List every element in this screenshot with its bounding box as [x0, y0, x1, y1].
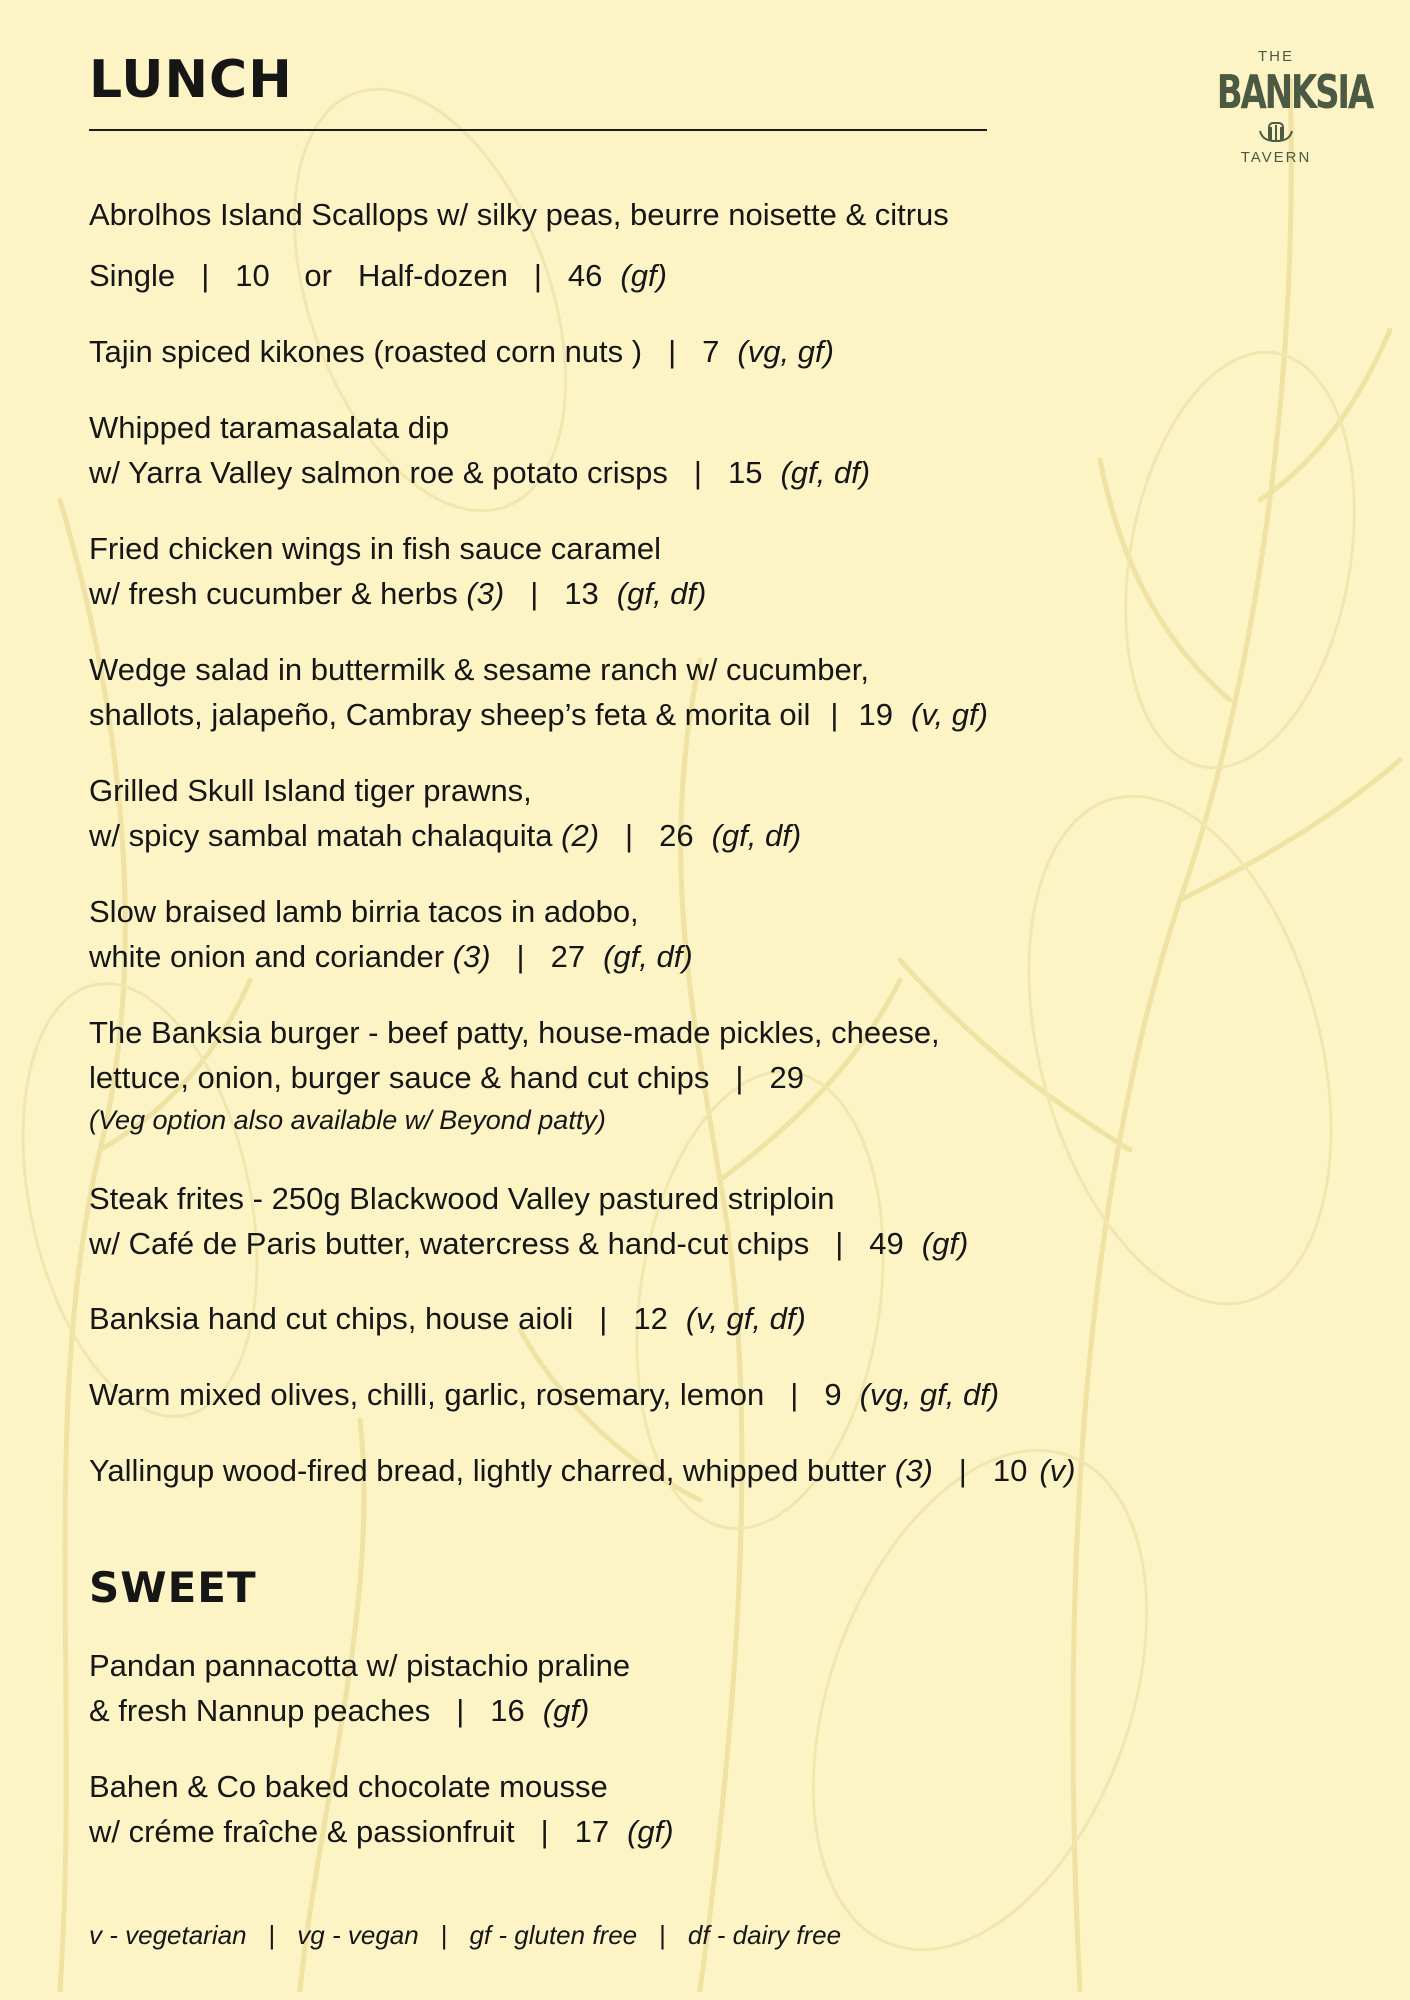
item-name: The Banksia burger - beef patty, house-made pickles, cheese, — [89, 1015, 940, 1050]
item-name: Tajin spiced kikones (roasted corn nuts ) — [89, 334, 643, 369]
legend-vegetarian: v - vegetarian — [89, 1920, 247, 1950]
banksia-tavern-logo — [1196, 48, 1372, 166]
legend-dairy-free: df - dairy free — [687, 1920, 842, 1950]
menu-item-kikones: Tajin spiced kikones (roasted corn nuts ) | 7 (vg, gf) — [89, 334, 834, 369]
item-note: (Veg option also available w/ Beyond patty) — [89, 1105, 606, 1135]
item-price: 13 — [564, 576, 599, 611]
item-name: Pandan pannacotta w/ pistachio praline — [89, 1648, 631, 1683]
menu-item-scallops: Abrolhos Island Scallops w/ silky peas, beurre noisette & citrus Single | 10 or Half-dozen | 46 (gf) — [89, 192, 949, 298]
item-price: 15 — [727, 455, 763, 490]
title-divider — [89, 129, 987, 131]
dietary-tag: (gf) — [542, 1693, 590, 1728]
single-label: Single — [89, 258, 176, 293]
item-description: & fresh Nannup peaches — [89, 1693, 431, 1728]
item-name: Warm mixed olives, chilli, garlic, rosemary, lemon — [89, 1377, 765, 1412]
dietary-tag: (vg, gf, df) — [859, 1377, 1000, 1412]
sweet-title: SWEET — [89, 1563, 257, 1612]
item-price: 29 — [769, 1060, 804, 1095]
half-dozen-price: 46 — [567, 258, 603, 293]
item-price: 16 — [490, 1693, 525, 1728]
logo-the: THE — [1258, 48, 1294, 65]
item-price: 10 — [992, 1453, 1028, 1488]
dietary-tag: (v, gf) — [910, 697, 988, 732]
item-description: lettuce, onion, burger sauce & hand cut chips — [89, 1060, 710, 1095]
item-name: Yallingup wood-fired bread, lightly charred, whipped butter — [89, 1453, 887, 1488]
item-quantity: (3) — [466, 576, 505, 611]
menu-item-wood-fired-bread: Yallingup wood-fired bread, lightly charred, whipped butter (3) | 10 (v) — [89, 1453, 1076, 1488]
menu-item-wedge-salad: Wedge salad in buttermilk & sesame ranch w/ cucumber, shallots, jalapeño, Cambray sheep’s feta & morita oil | 19 (v, gf) — [89, 647, 988, 737]
item-name: Bahen & Co baked chocolate mousse — [89, 1769, 608, 1804]
half-dozen-label: Half-dozen — [357, 258, 508, 293]
menu-item-chicken-wings: Fried chicken wings in fish sauce caramel w/ fresh cucumber & herbs (3) | 13 (gf, df) — [89, 526, 706, 616]
dietary-tag: (gf, df) — [780, 455, 871, 490]
item-description: shallots, jalapeño, Cambray sheep’s feta & morita oil — [89, 697, 811, 732]
legend-gluten-free: gf - gluten free — [469, 1920, 638, 1950]
item-price: 49 — [869, 1226, 904, 1261]
item-description: w/ fresh cucumber & herbs — [89, 576, 458, 611]
item-price: 19 — [858, 697, 893, 732]
item-price: 17 — [574, 1814, 610, 1849]
or-label: or — [304, 258, 332, 293]
menu-item-banksia-burger: The Banksia burger - beef patty, house-made pickles, cheese, lettuce, onion, burger sauce & hand cut chips | 29 (Veg option also available w/ Beyond patty) — [89, 1010, 940, 1140]
dietary-legend: v - vegetarian | vg - vegan | gf - gluten free | df - dairy free — [89, 1920, 842, 1950]
lunch-title: LUNCH — [89, 50, 293, 110]
item-description: white onion and coriander — [89, 939, 445, 974]
dietary-tag: (gf) — [627, 1814, 674, 1849]
item-price: 7 — [702, 334, 720, 369]
item-description: w/ Café de Paris butter, watercress & hand-cut chips — [89, 1226, 810, 1261]
item-description: w/ Yarra Valley salmon roe & potato crisps — [89, 455, 668, 490]
dietary-tag: (v, gf, df) — [685, 1301, 806, 1336]
menu-item-mixed-olives: Warm mixed olives, chilli, garlic, rosemary, lemon | 9 (vg, gf, df) — [89, 1377, 1000, 1412]
menu-item-taramasalata: Whipped taramasalata dip w/ Yarra Valley salmon roe & potato crisps | 15 (gf, df) — [89, 405, 870, 495]
dietary-tag: (gf, df) — [603, 939, 693, 974]
item-price: 9 — [824, 1377, 842, 1412]
item-quantity: (2) — [561, 818, 600, 853]
item-description: w/ créme fraîche & passionfruit — [89, 1814, 515, 1849]
dietary-tag: (v) — [1039, 1453, 1076, 1488]
menu-item-tiger-prawns: Grilled Skull Island tiger prawns, w/ spicy sambal matah chalaquita (2) | 26 (gf, df) — [89, 768, 801, 858]
item-price: 12 — [633, 1301, 668, 1336]
item-price: 27 — [550, 939, 586, 974]
item-name: Steak frites - 250g Blackwood Valley pastured striploin — [89, 1181, 835, 1216]
single-price: 10 — [235, 258, 270, 293]
item-name: Fried chicken wings in fish sauce caramel — [89, 531, 662, 566]
menu-item-chocolate-mousse: Bahen & Co baked chocolate mousse w/ créme fraîche & passionfruit | 17 (gf) — [89, 1764, 674, 1854]
menu-item-birria-tacos: Slow braised lamb birria tacos in adobo, white onion and coriander (3) | 27 (gf, df) — [89, 889, 693, 979]
dietary-tag: (vg, gf) — [737, 334, 834, 369]
dietary-tag: (gf) — [620, 258, 667, 293]
menu-item-steak-frites: Steak frites - 250g Blackwood Valley pastured striploin w/ Café de Paris butter, watercress & hand-cut chips | 49 (gf) — [89, 1176, 968, 1266]
logo-tavern: TAVERN — [1240, 149, 1312, 166]
item-name: Grilled Skull Island tiger prawns, — [89, 773, 532, 808]
item-name: Whipped taramasalata dip — [89, 410, 450, 445]
dietary-tag: (gf, df) — [711, 818, 802, 853]
dietary-tag: (gf) — [921, 1226, 969, 1261]
legend-vegan: vg - vegan — [297, 1920, 419, 1950]
dietary-tag: (gf, df) — [616, 576, 707, 611]
logo-name: BANKSIA — [1216, 65, 1372, 119]
item-name: Wedge salad in buttermilk & sesame ranch w/ cucumber, — [89, 652, 869, 687]
item-description: w/ spicy sambal matah chalaquita — [89, 818, 553, 853]
banksia-flower-icon — [1254, 121, 1298, 143]
item-name: Banksia hand cut chips, house aioli — [89, 1301, 574, 1336]
menu-item-hand-cut-chips: Banksia hand cut chips, house aioli | 12 (v, gf, df) — [89, 1301, 806, 1336]
menu-item-pandan-pannacotta: Pandan pannacotta w/ pistachio praline & fresh Nannup peaches | 16 (gf) — [89, 1643, 630, 1733]
item-quantity: (3) — [452, 939, 491, 974]
item-name: Slow braised lamb birria tacos in adobo, — [89, 894, 639, 929]
item-price: 26 — [659, 818, 694, 853]
item-name: Abrolhos Island Scallops w/ silky peas, beurre noisette & citrus — [89, 197, 949, 232]
item-quantity: (3) — [894, 1453, 933, 1488]
